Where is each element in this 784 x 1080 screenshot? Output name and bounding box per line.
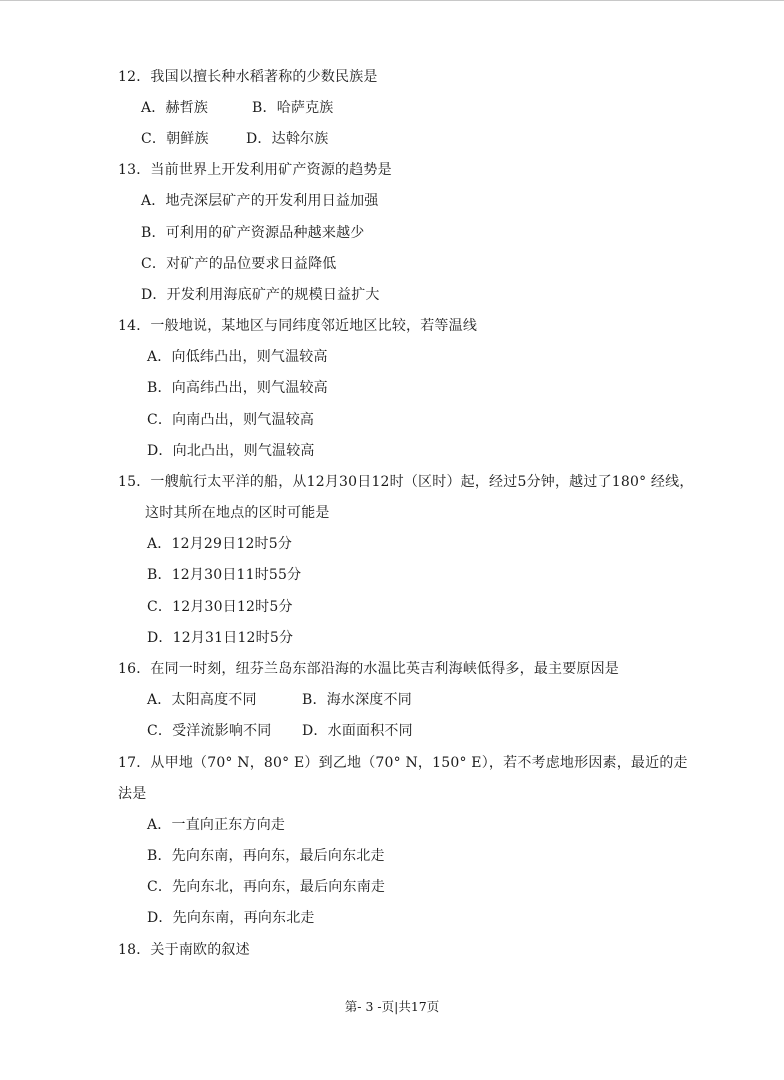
page-footer-number: 第- 3 -页|共17页	[344, 999, 440, 1014]
question-12-option-a: A．赫哲族	[141, 100, 209, 116]
question-13-option-d: D．开发利用海底矿产的规模日益扩大	[141, 287, 380, 303]
question-17-option-d: D．先向东南，再向东北走	[147, 910, 315, 926]
question-16-stem: 16．在同一时刻，纽芬兰岛东部沿海的水温比英吉利海峡低得多，最主要原因是	[118, 661, 620, 677]
question-12-option-c: C．朝鲜族	[141, 131, 209, 147]
question-14-option-a: A．向低纬凸出，则气温较高	[147, 349, 328, 365]
question-18-stem: 18．关于南欧的叙述	[118, 942, 250, 958]
question-15-stem: 15．一艘航行太平洋的船，从12月30日12时（区时）起，经过5分钟，越过了180° 经线，	[118, 474, 694, 490]
question-16-option-b: B．海水深度不同	[302, 692, 412, 708]
question-15-option-d: D．12月31日12时5分	[147, 630, 294, 646]
question-13-option-b: B．可利用的矿产资源品种越来越少	[141, 225, 365, 241]
question-14-option-b: B．向高纬凸出，则气温较高	[147, 380, 328, 396]
question-16-option-d: D．水面面积不同	[302, 723, 413, 739]
question-14-option-d: D．向北凸出，则气温较高	[147, 443, 315, 459]
question-13-stem: 13．当前世界上开发利用矿产资源的趋势是	[118, 162, 392, 178]
question-13-option-a: A．地壳深层矿产的开发利用日益加强	[141, 193, 379, 209]
question-12-stem: 12．我国以擅长种水稻著称的少数民族是	[118, 69, 378, 85]
question-14-stem: 14．一般地说，某地区与同纬度邻近地区比较，若等温线	[118, 318, 478, 334]
question-17-option-a: A．一直向正东方向走	[147, 817, 286, 833]
question-16-option-a: A．太阳高度不同	[147, 692, 257, 708]
question-14-option-c: C．向南凸出，则气温较高	[147, 412, 315, 428]
question-17-option-c: C．先向东北，再向东，最后向东南走	[147, 879, 386, 895]
question-12-option-b: B．哈萨克族	[252, 100, 334, 116]
question-16-option-c: C．受洋流影响不同	[147, 723, 272, 739]
question-15-option-b: B．12月30日11时55分	[147, 567, 302, 583]
question-17-stem: 17．从甲地（70° N，80° E）到乙地（70° N，150° E），若不考虑地形因素，最近的走	[118, 755, 688, 771]
question-15-option-a: A．12月29日12时5分	[147, 536, 293, 552]
question-15-stem-continued: 这时其所在地点的区时可能是	[145, 505, 330, 521]
question-17-stem-continued: 法是	[118, 786, 147, 802]
question-12-option-d: D．达斡尔族	[246, 131, 329, 147]
question-17-option-b: B．先向东南，再向东，最后向东北走	[147, 848, 385, 864]
question-13-option-c: C．对矿产的品位要求日益降低	[141, 256, 337, 272]
question-15-option-c: C．12月30日12时5分	[147, 599, 293, 615]
